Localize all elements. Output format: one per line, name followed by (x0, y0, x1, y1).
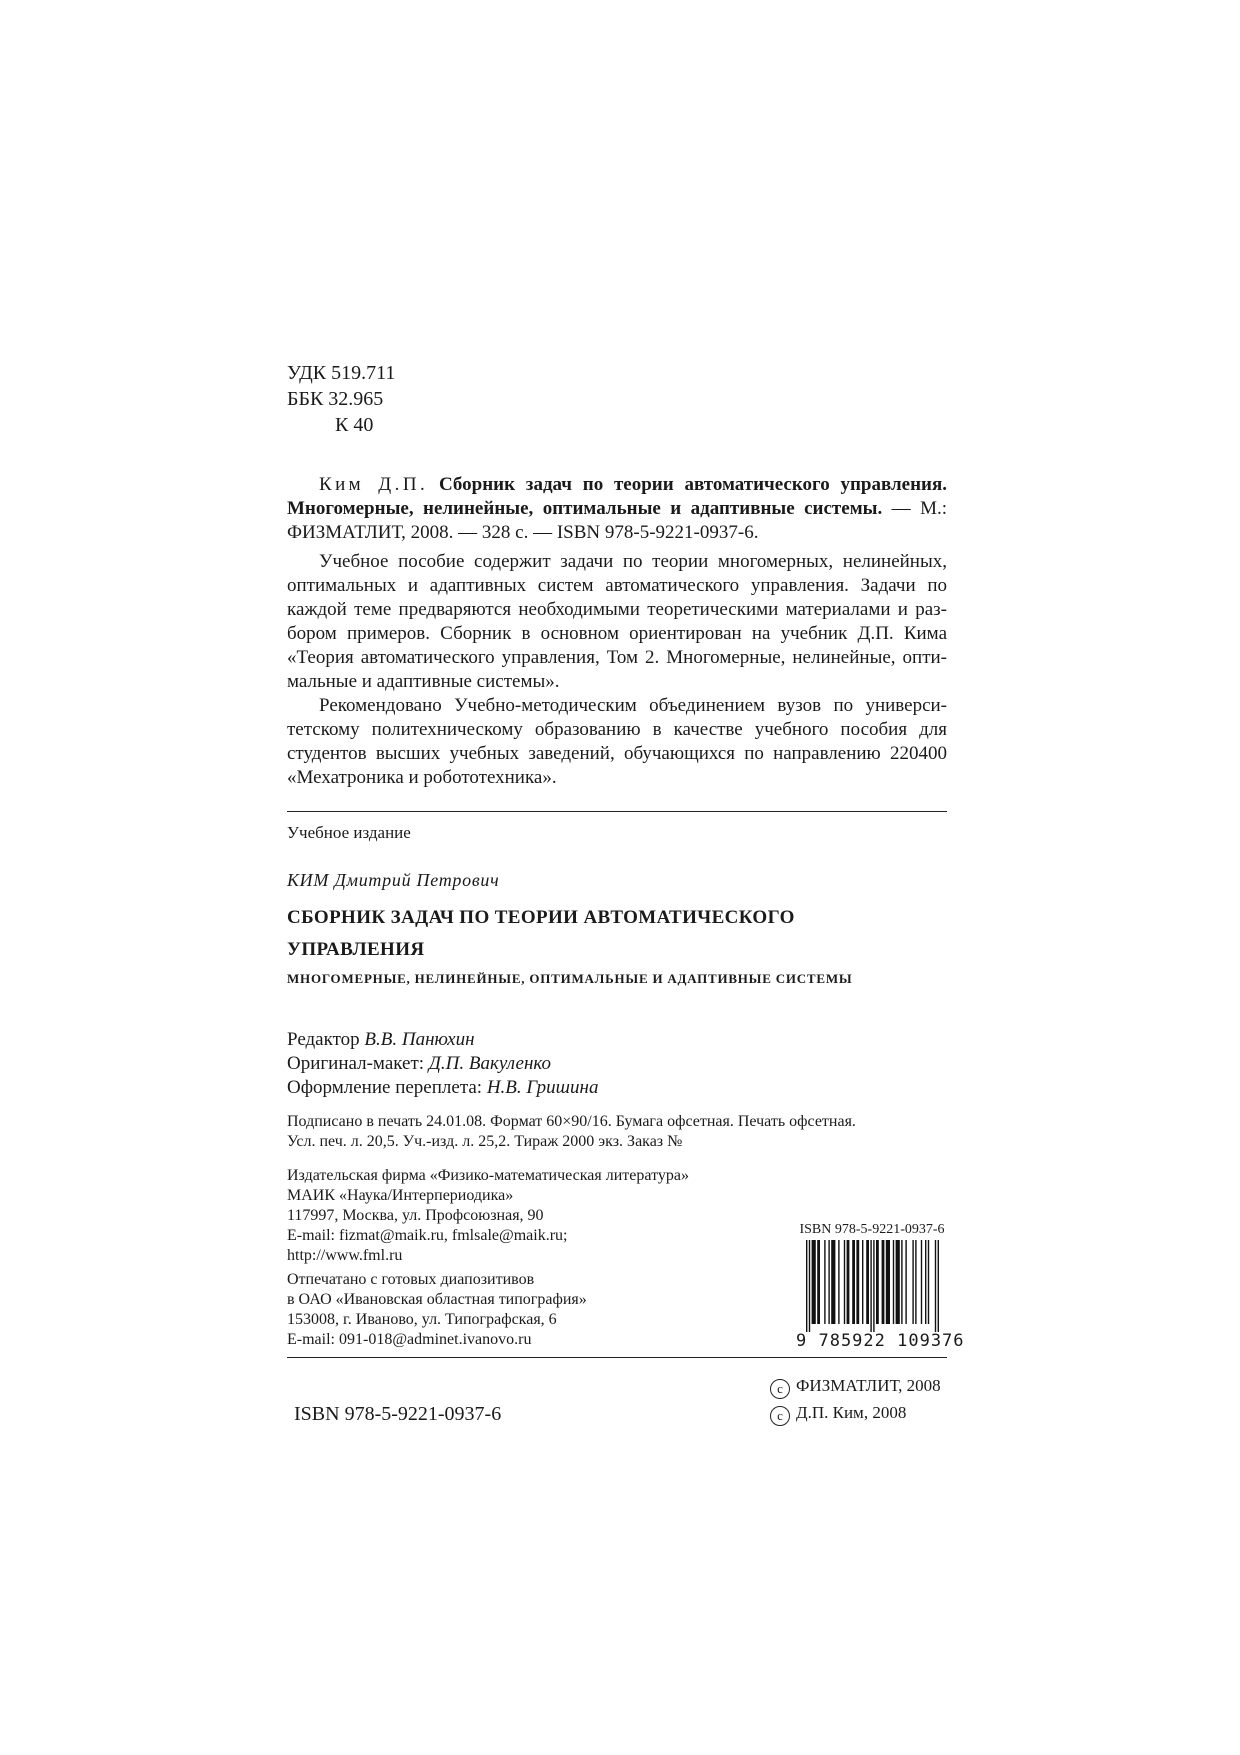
barcode-bar (886, 1240, 890, 1324)
citation-details: — М.: ФИЗМАТЛИТ, 2008. — 328 с. — ISBN 978-5-9221-0937-6. (287, 498, 947, 543)
printer-line-2: в ОАО «Ивановская областная типография» (287, 1291, 587, 1308)
barcode-bar (824, 1240, 825, 1324)
credit-role: Оригинал-макет: (287, 1053, 425, 1074)
barcode-bar (921, 1240, 922, 1324)
credit-role: Оформление переплета: (287, 1077, 483, 1098)
barcode-bar (856, 1240, 859, 1324)
edition-subtitle: МНОГОМЕРНЫЕ, НЕЛИНЕЙНЫЕ, ОПТИМАЛЬНЫЕ И АДАПТИВНЫЕ СИСТЕМЫ (287, 971, 853, 986)
barcode-bar (862, 1240, 863, 1324)
credit-name: В.В. Панюхин (364, 1029, 475, 1050)
udk-code: УДК 519.711 (287, 362, 396, 384)
abstract-block (287, 550, 947, 790)
citation-title: Сборник задач по теории автоматического управления. Многомерные, нелинейные, оптимальные и адаптивные системы. (287, 474, 948, 519)
barcode-bar (828, 1240, 829, 1324)
copyright-publisher-text: ФИЗМАТЛИТ, 2008 (796, 1376, 941, 1395)
barcode-bar (817, 1240, 820, 1324)
barcode-bar (935, 1240, 936, 1332)
barcode-bar (901, 1240, 902, 1324)
citation-paragraph (287, 473, 947, 545)
barcode-bar (870, 1240, 871, 1332)
credits-block (287, 1028, 598, 1100)
credit-role: Редактор (287, 1029, 360, 1050)
copyright-icon: c (770, 1406, 790, 1426)
printer-block (287, 1270, 587, 1350)
abstract-paragraph-2: Рекомендовано Учебно-методическим объединением вузов по университетскому политехническому образованию в качестве учебного пособия для студентов высших учебных заведений, обучающихся по направлению 220400 «Мехатроника и робототехника». (287, 695, 947, 788)
barcode-bar (831, 1240, 835, 1324)
barcode-bar (882, 1240, 885, 1324)
print-info (287, 1112, 947, 1152)
abstract-paragraph-1: Учебное пособие содержит задачи по теории многомерных, нелинейных, оптимальных и адаптивных систем автоматического управления. Задачи по каждой теме предваряются необходимыми теоретическими материалами и разбором примеров. Сборник в основном ориентирован на учебник Д.П. Кима «Теория автоматического управления, Том 2. Многомерные, нелинейные, оптимальные и адаптивные системы». (287, 551, 947, 692)
barcode-bar (812, 1240, 816, 1324)
publisher-block (287, 1166, 689, 1266)
edition-author: КИМ Дмитрий Петрович (287, 870, 500, 890)
credit-editor (287, 1028, 598, 1052)
barcode-bar (938, 1240, 939, 1332)
credit-layout (287, 1052, 598, 1076)
edition-title-line-1: СБОРНИК ЗАДАЧ ПО ТЕОРИИ АВТОМАТИЧЕСКОГО (287, 907, 795, 928)
author-mark: К 40 (335, 414, 374, 436)
edition-title (287, 902, 795, 966)
barcode-bar (912, 1240, 913, 1324)
barcode-bars (796, 1240, 948, 1332)
edition-type: Учебное издание (287, 823, 411, 842)
barcode-bar (838, 1240, 839, 1324)
barcode-bar (905, 1240, 906, 1324)
citation-block (287, 473, 947, 545)
barcode-bar (866, 1240, 869, 1324)
barcode-bar (915, 1240, 916, 1324)
copyright-author (770, 1399, 941, 1426)
citation-author: Ким Д.П. (319, 474, 429, 495)
copyright-icon: c (770, 1379, 790, 1399)
barcode-bar (876, 1240, 879, 1324)
classification-block (287, 360, 395, 438)
copyright-author-text: Д.П. Ким, 2008 (796, 1403, 907, 1422)
divider-top (287, 811, 947, 812)
barcode-bar (852, 1240, 855, 1324)
barcode-bar (847, 1240, 850, 1324)
print-info-line-2: Усл. печ. л. 20,5. Уч.-изд. л. 25,2. Тираж 2000 экз. Заказ № (287, 1133, 683, 1150)
publisher-line-5: http://www.fml.ru (287, 1247, 403, 1264)
credit-name: Д.П. Вакуленко (428, 1053, 552, 1074)
barcode-bar (925, 1240, 926, 1324)
print-info-line-1: Подписано в печать 24.01.08. Формат 60×90/16. Бумага офсетная. Печать офсетная. (287, 1113, 856, 1130)
footer-isbn: ISBN 978-5-9221-0937-6 (294, 1403, 502, 1425)
publisher-line-1: Издательская фирма «Физико-математическая литература» (287, 1167, 689, 1184)
printer-line-4: E-mail: 091-018@adminet.ivanovo.ru (287, 1331, 532, 1348)
barcode-bar (896, 1240, 900, 1324)
copyright-publisher (770, 1372, 941, 1399)
barcode-bar (806, 1240, 807, 1332)
printer-line-3: 153008, г. Иваново, ул. Типографская, 6 (287, 1311, 557, 1328)
printer-line-1: Отпечатано с готовых диапозитивов (287, 1271, 535, 1288)
publisher-line-2: МАИК «Наука/Интерпериодика» (287, 1187, 514, 1204)
barcode-bar (873, 1240, 874, 1332)
barcode-digits: 9 785922 109376 (796, 1331, 965, 1351)
divider-bottom (287, 1357, 947, 1358)
publisher-line-4: E-mail: fizmat@maik.ru, fmlsale@maik.ru; (287, 1227, 568, 1244)
publisher-line-3: 117997, Москва, ул. Профсоюзная, 90 (287, 1207, 544, 1224)
credit-cover (287, 1076, 598, 1100)
barcode-bar (893, 1240, 894, 1324)
barcode-bar (844, 1240, 845, 1324)
credit-name: Н.В. Гришина (486, 1077, 599, 1098)
barcode-isbn-label: ISBN 978-5-9221-0937-6 (799, 1222, 945, 1237)
copyright-block (770, 1372, 941, 1426)
bbk-code: ББК 32.965 (287, 388, 384, 410)
barcode-bar (928, 1240, 929, 1324)
edition-title-line-2: УПРАВЛЕНИЯ (287, 939, 425, 960)
isbn-barcode (796, 1222, 965, 1352)
barcode-bar (809, 1240, 810, 1332)
